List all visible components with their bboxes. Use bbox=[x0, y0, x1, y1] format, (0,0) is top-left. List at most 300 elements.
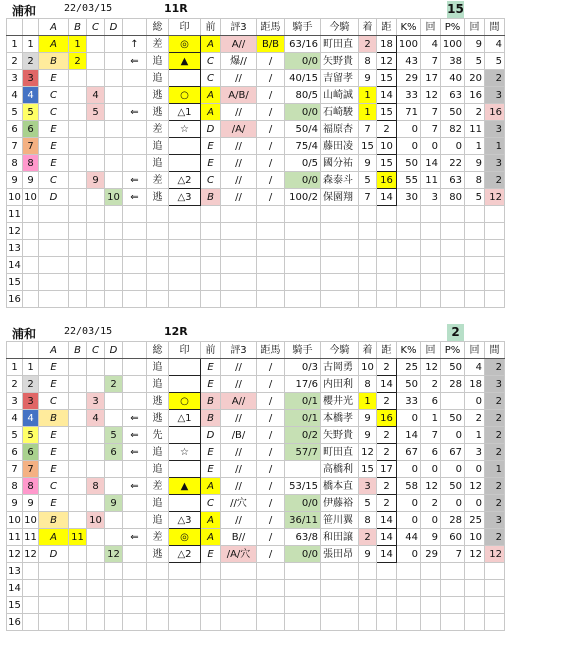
cell-d: 12 bbox=[105, 546, 123, 563]
empty-cell bbox=[397, 614, 421, 631]
cell-z: 17 bbox=[377, 461, 397, 478]
cell-kp: 0 bbox=[397, 138, 421, 155]
empty-cell bbox=[69, 580, 87, 597]
cell-arr bbox=[123, 70, 147, 87]
cell-p: 張田昂 bbox=[321, 546, 359, 563]
empty-cell bbox=[221, 240, 257, 257]
table-row bbox=[7, 36, 505, 53]
cell-a: D bbox=[39, 189, 69, 206]
empty-cell bbox=[105, 563, 123, 580]
cell-r2: 4 bbox=[465, 359, 485, 376]
cell-k: / bbox=[257, 461, 285, 478]
cell-r2: 12 bbox=[465, 478, 485, 495]
empty-cell bbox=[441, 580, 465, 597]
cell-d bbox=[105, 53, 123, 70]
empty-cell bbox=[123, 223, 147, 240]
cell-g: 9 bbox=[23, 172, 39, 189]
empty-cell bbox=[257, 291, 285, 308]
empty-cell bbox=[377, 240, 397, 257]
race-sheet-11r bbox=[6, 0, 576, 308]
empty-cell bbox=[257, 614, 285, 631]
column-header: A bbox=[39, 19, 69, 36]
cell-p: 福原杏 bbox=[321, 121, 359, 138]
cell-arr: ⇐ bbox=[123, 104, 147, 121]
empty-cell bbox=[221, 291, 257, 308]
cell-r1: 0 bbox=[421, 512, 441, 529]
empty-cell bbox=[23, 274, 39, 291]
empty-cell bbox=[321, 580, 359, 597]
empty-cell bbox=[485, 614, 505, 631]
cell-iv: 3 bbox=[485, 376, 505, 393]
cell-f: D bbox=[201, 427, 221, 444]
cell-b bbox=[69, 444, 87, 461]
cell-a: E bbox=[39, 376, 69, 393]
empty-cell bbox=[397, 257, 421, 274]
cell-z: 15 bbox=[377, 104, 397, 121]
cell-s: 追 bbox=[147, 138, 169, 155]
cell-n: 7 bbox=[7, 461, 23, 478]
cell-a: B bbox=[39, 410, 69, 427]
cell-pp: 50 bbox=[441, 359, 465, 376]
table-row bbox=[7, 70, 505, 87]
cell-g: 11 bbox=[23, 529, 39, 546]
race-number: 12R bbox=[164, 325, 188, 338]
cell-a: E bbox=[39, 444, 69, 461]
empty-cell bbox=[23, 563, 39, 580]
column-header: 着 bbox=[359, 342, 377, 359]
empty-cell bbox=[39, 597, 69, 614]
cell-f: C bbox=[201, 172, 221, 189]
empty-cell bbox=[421, 274, 441, 291]
empty-cell bbox=[377, 597, 397, 614]
cell-f: C bbox=[201, 53, 221, 70]
cell-pp: 63 bbox=[441, 172, 465, 189]
table-row bbox=[7, 104, 505, 121]
empty-cell bbox=[221, 580, 257, 597]
cell-c bbox=[87, 427, 105, 444]
cell-s: 追 bbox=[147, 155, 169, 172]
cell-n: 13 bbox=[7, 240, 23, 257]
cell-g: 6 bbox=[23, 121, 39, 138]
cell-m: ○ bbox=[169, 87, 201, 104]
cell-z: 15 bbox=[377, 155, 397, 172]
empty-cell bbox=[359, 206, 377, 223]
cell-pp: 60 bbox=[441, 529, 465, 546]
cell-c bbox=[87, 546, 105, 563]
column-header: 間 bbox=[485, 342, 505, 359]
table-row bbox=[7, 393, 505, 410]
empty-cell bbox=[397, 597, 421, 614]
cell-r1: 6 bbox=[421, 393, 441, 410]
cell-n: 8 bbox=[7, 478, 23, 495]
empty-row bbox=[7, 206, 505, 223]
cell-iv: 2 bbox=[485, 478, 505, 495]
empty-cell bbox=[441, 291, 465, 308]
cell-g: 9 bbox=[23, 495, 39, 512]
cell-r1: 2 bbox=[421, 495, 441, 512]
empty-cell bbox=[285, 274, 321, 291]
table-row bbox=[7, 121, 505, 138]
empty-cell bbox=[87, 580, 105, 597]
cell-pp: 22 bbox=[441, 155, 465, 172]
cell-f: C bbox=[201, 495, 221, 512]
column-header: 騎手 bbox=[285, 19, 321, 36]
empty-cell bbox=[69, 614, 87, 631]
cell-f: D bbox=[201, 121, 221, 138]
cell-k: / bbox=[257, 121, 285, 138]
cell-c bbox=[87, 189, 105, 206]
cell-r2: 1 bbox=[465, 427, 485, 444]
cell-j: 0/2 bbox=[285, 427, 321, 444]
empty-cell bbox=[169, 563, 201, 580]
cell-iv: 1 bbox=[485, 138, 505, 155]
empty-cell bbox=[147, 291, 169, 308]
cell-a: E bbox=[39, 70, 69, 87]
empty-cell bbox=[147, 274, 169, 291]
cell-f: E bbox=[201, 376, 221, 393]
column-header: 距馬 bbox=[257, 342, 285, 359]
cell-c2: 2 bbox=[359, 529, 377, 546]
cell-g: 8 bbox=[23, 155, 39, 172]
cell-p: 本橋孝 bbox=[321, 410, 359, 427]
cell-m: △1 bbox=[169, 104, 201, 121]
empty-cell bbox=[169, 580, 201, 597]
cell-r2: 2 bbox=[465, 410, 485, 427]
cell-k: / bbox=[257, 529, 285, 546]
column-header: 距 bbox=[377, 342, 397, 359]
cell-arr bbox=[123, 138, 147, 155]
cell-c bbox=[87, 529, 105, 546]
cell-n: 15 bbox=[7, 597, 23, 614]
empty-cell bbox=[485, 257, 505, 274]
cell-kp: 55 bbox=[397, 172, 421, 189]
cell-d bbox=[105, 138, 123, 155]
cell-c bbox=[87, 53, 105, 70]
cell-a: E bbox=[39, 138, 69, 155]
empty-cell bbox=[397, 206, 421, 223]
cell-h: // bbox=[221, 376, 257, 393]
empty-cell bbox=[123, 291, 147, 308]
cell-kp: 100 bbox=[397, 36, 421, 53]
cell-z: 2 bbox=[377, 121, 397, 138]
race-header bbox=[6, 323, 576, 341]
cell-c bbox=[87, 444, 105, 461]
cell-d: 6 bbox=[105, 444, 123, 461]
empty-cell bbox=[465, 291, 485, 308]
cell-c: 8 bbox=[87, 478, 105, 495]
cell-pp: 0 bbox=[441, 427, 465, 444]
column-header: C bbox=[87, 342, 105, 359]
cell-c2: 2 bbox=[359, 36, 377, 53]
cell-c2: 9 bbox=[359, 70, 377, 87]
column-header: 回 bbox=[421, 342, 441, 359]
cell-c2: 5 bbox=[359, 172, 377, 189]
cell-k: / bbox=[257, 104, 285, 121]
cell-c2: 1 bbox=[359, 87, 377, 104]
empty-cell bbox=[221, 274, 257, 291]
empty-cell bbox=[87, 563, 105, 580]
cell-kp: 58 bbox=[397, 478, 421, 495]
empty-cell bbox=[69, 223, 87, 240]
empty-cell bbox=[221, 206, 257, 223]
cell-arr bbox=[123, 461, 147, 478]
empty-cell bbox=[39, 274, 69, 291]
empty-cell bbox=[201, 223, 221, 240]
empty-cell bbox=[147, 206, 169, 223]
cell-pp: 100 bbox=[441, 36, 465, 53]
cell-c2: 9 bbox=[359, 410, 377, 427]
column-header: 着 bbox=[359, 19, 377, 36]
cell-arr bbox=[123, 376, 147, 393]
cell-a: E bbox=[39, 461, 69, 478]
cell-kp: 71 bbox=[397, 104, 421, 121]
empty-cell bbox=[465, 580, 485, 597]
empty-cell bbox=[87, 597, 105, 614]
empty-cell bbox=[397, 291, 421, 308]
cell-j: 0/0 bbox=[285, 53, 321, 70]
column-header: 前 bbox=[201, 19, 221, 36]
cell-r1: 6 bbox=[421, 444, 441, 461]
cell-j: 0/1 bbox=[285, 393, 321, 410]
cell-s: 先 bbox=[147, 427, 169, 444]
cell-z: 2 bbox=[377, 427, 397, 444]
table-row bbox=[7, 512, 505, 529]
empty-cell bbox=[147, 563, 169, 580]
cell-kp: 0 bbox=[397, 495, 421, 512]
empty-cell bbox=[285, 291, 321, 308]
empty-cell bbox=[23, 240, 39, 257]
empty-cell bbox=[201, 240, 221, 257]
cell-j: 0/0 bbox=[285, 546, 321, 563]
table-row bbox=[7, 478, 505, 495]
cell-g: 6 bbox=[23, 444, 39, 461]
empty-cell bbox=[169, 597, 201, 614]
empty-row bbox=[7, 223, 505, 240]
cell-b bbox=[69, 172, 87, 189]
cell-kp: 30 bbox=[397, 189, 421, 206]
cell-g: 7 bbox=[23, 461, 39, 478]
cell-d bbox=[105, 529, 123, 546]
cell-iv: 2 bbox=[485, 529, 505, 546]
table-row bbox=[7, 359, 505, 376]
cell-a: E bbox=[39, 121, 69, 138]
column-header: K% bbox=[397, 19, 421, 36]
column-header: 回 bbox=[465, 342, 485, 359]
column-header bbox=[123, 19, 147, 36]
table-row bbox=[7, 529, 505, 546]
cell-c: 9 bbox=[87, 172, 105, 189]
empty-cell bbox=[69, 563, 87, 580]
cell-m bbox=[169, 427, 201, 444]
empty-cell bbox=[321, 257, 359, 274]
cell-kp: 0 bbox=[397, 512, 421, 529]
column-header: 騎手 bbox=[285, 342, 321, 359]
empty-cell bbox=[257, 580, 285, 597]
cell-h: // bbox=[221, 104, 257, 121]
cell-k: / bbox=[257, 376, 285, 393]
cell-n: 15 bbox=[7, 274, 23, 291]
cell-n: 2 bbox=[7, 53, 23, 70]
empty-cell bbox=[123, 597, 147, 614]
empty-cell bbox=[465, 597, 485, 614]
cell-j bbox=[285, 461, 321, 478]
empty-cell bbox=[441, 563, 465, 580]
cell-r2: 5 bbox=[465, 189, 485, 206]
cell-z: 14 bbox=[377, 529, 397, 546]
empty-cell bbox=[397, 223, 421, 240]
empty-cell bbox=[359, 580, 377, 597]
empty-cell bbox=[377, 580, 397, 597]
cell-c2: 8 bbox=[359, 376, 377, 393]
cell-p: 町田直 bbox=[321, 36, 359, 53]
venue-label: 浦和 bbox=[12, 4, 37, 18]
cell-f: A bbox=[201, 104, 221, 121]
empty-cell bbox=[169, 291, 201, 308]
cell-iv: 3 bbox=[485, 87, 505, 104]
cell-k: / bbox=[257, 70, 285, 87]
cell-n: 6 bbox=[7, 121, 23, 138]
cell-c2: 9 bbox=[359, 427, 377, 444]
cell-iv: 2 bbox=[485, 410, 505, 427]
cell-c: 10 bbox=[87, 512, 105, 529]
race-sheet-12r bbox=[6, 323, 576, 631]
cell-k: / bbox=[257, 87, 285, 104]
cell-n: 1 bbox=[7, 359, 23, 376]
empty-cell bbox=[321, 597, 359, 614]
empty-cell bbox=[441, 597, 465, 614]
race-tag: 15 bbox=[447, 2, 464, 16]
cell-f: A bbox=[201, 529, 221, 546]
cell-b bbox=[69, 393, 87, 410]
cell-b bbox=[69, 155, 87, 172]
cell-iv: 12 bbox=[485, 189, 505, 206]
cell-pp: 50 bbox=[441, 410, 465, 427]
cell-p: 矢野貴 bbox=[321, 53, 359, 70]
empty-cell bbox=[421, 223, 441, 240]
empty-cell bbox=[359, 274, 377, 291]
empty-cell bbox=[87, 257, 105, 274]
cell-s: 逃 bbox=[147, 104, 169, 121]
cell-c bbox=[87, 121, 105, 138]
cell-arr: ⇐ bbox=[123, 444, 147, 461]
cell-n: 9 bbox=[7, 495, 23, 512]
column-header: 今騎 bbox=[321, 342, 359, 359]
empty-cell bbox=[421, 240, 441, 257]
cell-s: 差 bbox=[147, 121, 169, 138]
empty-cell bbox=[201, 257, 221, 274]
cell-f: A bbox=[201, 512, 221, 529]
cell-s: 差 bbox=[147, 478, 169, 495]
empty-cell bbox=[169, 257, 201, 274]
cell-pp: 67 bbox=[441, 444, 465, 461]
cell-r2: 16 bbox=[465, 87, 485, 104]
cell-z: 12 bbox=[377, 53, 397, 70]
cell-j: 80/5 bbox=[285, 87, 321, 104]
cell-c2: 10 bbox=[359, 359, 377, 376]
cell-s: 追 bbox=[147, 376, 169, 393]
cell-arr bbox=[123, 155, 147, 172]
cell-s: 追 bbox=[147, 444, 169, 461]
table-row bbox=[7, 461, 505, 478]
cell-h: // bbox=[221, 359, 257, 376]
cell-k: B/B bbox=[257, 36, 285, 53]
cell-n: 16 bbox=[7, 291, 23, 308]
cell-n: 8 bbox=[7, 155, 23, 172]
empty-cell bbox=[105, 580, 123, 597]
empty-cell bbox=[485, 240, 505, 257]
cell-d bbox=[105, 87, 123, 104]
cell-pp: 38 bbox=[441, 53, 465, 70]
cell-pp: 28 bbox=[441, 512, 465, 529]
cell-a: B bbox=[39, 53, 69, 70]
empty-cell bbox=[421, 563, 441, 580]
empty-cell bbox=[257, 274, 285, 291]
race-number: 11R bbox=[164, 2, 188, 15]
column-header: P% bbox=[441, 342, 465, 359]
cell-iv: 4 bbox=[485, 36, 505, 53]
cell-s: 逃 bbox=[147, 393, 169, 410]
cell-n: 3 bbox=[7, 393, 23, 410]
cell-j: 0/3 bbox=[285, 359, 321, 376]
column-header bbox=[123, 342, 147, 359]
cell-a: E bbox=[39, 359, 69, 376]
column-header bbox=[23, 19, 39, 36]
cell-b bbox=[69, 87, 87, 104]
empty-row bbox=[7, 597, 505, 614]
cell-r1: 7 bbox=[421, 53, 441, 70]
empty-cell bbox=[377, 274, 397, 291]
venue-label: 浦和 bbox=[12, 327, 37, 341]
cell-arr bbox=[123, 121, 147, 138]
cell-c bbox=[87, 155, 105, 172]
empty-cell bbox=[147, 597, 169, 614]
empty-cell bbox=[201, 206, 221, 223]
cell-kp: 0 bbox=[397, 546, 421, 563]
empty-cell bbox=[123, 563, 147, 580]
cell-r1: 12 bbox=[421, 359, 441, 376]
cell-iv: 2 bbox=[485, 495, 505, 512]
cell-c2: 8 bbox=[359, 53, 377, 70]
cell-d bbox=[105, 155, 123, 172]
cell-n: 12 bbox=[7, 546, 23, 563]
cell-r2: 2 bbox=[465, 104, 485, 121]
empty-cell bbox=[377, 563, 397, 580]
cell-d: 9 bbox=[105, 495, 123, 512]
empty-cell bbox=[359, 240, 377, 257]
cell-r1: 7 bbox=[421, 121, 441, 138]
cell-m: ▲ bbox=[169, 53, 201, 70]
empty-cell bbox=[257, 563, 285, 580]
cell-p: 橋本直 bbox=[321, 478, 359, 495]
empty-cell bbox=[39, 223, 69, 240]
cell-j: 0/5 bbox=[285, 155, 321, 172]
cell-iv: 5 bbox=[485, 53, 505, 70]
cell-h: // bbox=[221, 155, 257, 172]
cell-h: 爆// bbox=[221, 53, 257, 70]
cell-r2: 0 bbox=[465, 461, 485, 478]
cell-iv: 1 bbox=[485, 461, 505, 478]
cell-b bbox=[69, 104, 87, 121]
cell-h: // bbox=[221, 189, 257, 206]
empty-cell bbox=[39, 257, 69, 274]
empty-row bbox=[7, 563, 505, 580]
cell-r1: 2 bbox=[421, 376, 441, 393]
cell-d bbox=[105, 478, 123, 495]
cell-h: A// bbox=[221, 393, 257, 410]
empty-cell bbox=[257, 257, 285, 274]
cell-r2: 25 bbox=[465, 512, 485, 529]
cell-d bbox=[105, 70, 123, 87]
